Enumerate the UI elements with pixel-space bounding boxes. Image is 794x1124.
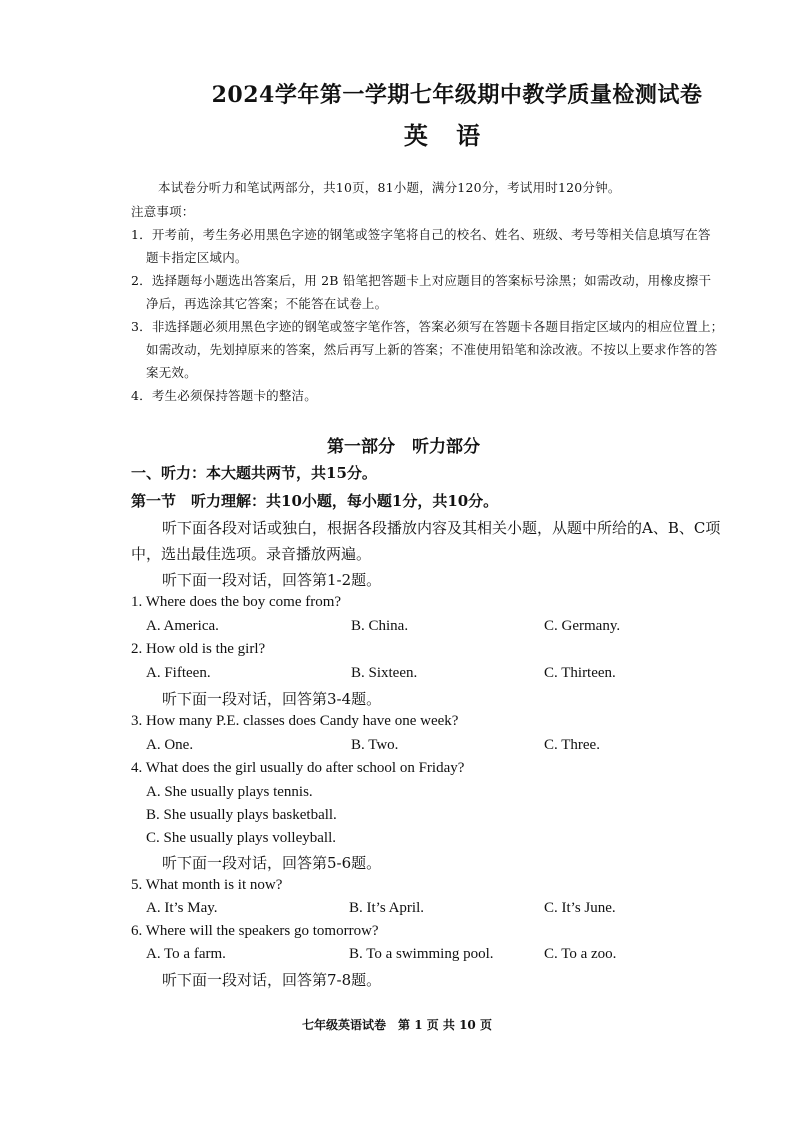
notice-item: 案无效。 xyxy=(146,365,197,380)
option-b: B. It’s April. xyxy=(349,900,425,916)
option-c: C. Germany. xyxy=(544,618,621,634)
instruction-line: 中，选出最佳选项。录音播放两遍。 xyxy=(131,545,372,563)
notice-item: 净后，再选涂其它答案；不能答在试卷上。 xyxy=(146,296,388,311)
page-footer: 七年级英语试卷 第 1 页 共 10 页 xyxy=(302,1018,492,1032)
notice-item: 3．非选择题必须用黑色字迹的钢笔或签字笔作答，答案必须写在答题卡各题目指定区域内的相应位置上； xyxy=(131,319,724,334)
option-c: C. It’s June. xyxy=(544,900,616,916)
listening-prompt: 听下面一段对话，回答第3-4题。 xyxy=(162,690,382,708)
option-c: C. To a zoo. xyxy=(544,946,617,962)
notice-item: 题卡指定区域内。 xyxy=(146,250,248,265)
option-a: A. It’s May. xyxy=(146,900,218,916)
option-a: A. To a farm. xyxy=(146,946,226,962)
subject-title: 英 语 xyxy=(403,121,491,150)
option-b: B. She usually plays basketball. xyxy=(146,807,337,823)
question-text: 2. How old is the girl? xyxy=(131,641,266,657)
part-title: 第一部分 听力部分 xyxy=(327,437,480,457)
listening-prompt: 听下面一段对话，回答第1-2题。 xyxy=(162,571,382,589)
intro-text: 本试卷分听力和笔试两部分，共10页，81小题，满分120分，考试用时120分钟。 xyxy=(158,180,621,195)
subsection-heading: 第一节 听力理解：共10小题，每小题1分，共10分。 xyxy=(131,492,499,510)
question-text: 6. Where will the speakers go tomorrow? xyxy=(131,923,379,939)
option-a: A. Fifteen. xyxy=(146,665,211,681)
option-a: A. One. xyxy=(146,737,194,753)
option-a: A. America. xyxy=(146,618,219,634)
option-c: C. She usually plays volleyball. xyxy=(146,830,336,846)
option-b: B. Two. xyxy=(351,737,399,753)
section-heading: 一、听力：本大题共两节，共15分。 xyxy=(131,464,377,482)
notice-item: 4．考生必须保持答题卡的整洁。 xyxy=(131,388,317,403)
question-text: 3. How many P.E. classes does Candy have one week? xyxy=(131,713,459,729)
instruction-line: 听下面各段对话或独白，根据各段播放内容及其相关小题，从题中所给的A、B、C项 xyxy=(162,519,721,537)
option-c: C. Three. xyxy=(544,737,600,753)
notice-item: 2．选择题每小题选出答案后，用 2B 铅笔把答题卡上对应题目的答案标号涂黑；如需改动，用橡皮擦干 xyxy=(131,273,712,288)
option-a: A. She usually plays tennis. xyxy=(146,784,313,800)
option-c: C. Thirteen. xyxy=(544,665,616,681)
option-b: B. To a swimming pool. xyxy=(349,946,494,962)
notice-heading: 注意事项： xyxy=(131,204,195,219)
exam-title: 2024学年第一学期七年级期中教学质量检测试卷 xyxy=(211,82,703,108)
notice-item: 如需改动，先划掉原来的答案，然后再写上新的答案；不准使用铅笔和涂改液。不按以上要求作答的答 xyxy=(146,342,718,357)
option-b: B. Sixteen. xyxy=(351,665,418,681)
question-text: 4. What does the girl usually do after school on Friday? xyxy=(131,760,465,776)
notice-item: 1．开考前，考生务必用黑色字迹的钢笔或签字笔将自己的校名、姓名、班级、考号等相关信息填写在答 xyxy=(131,227,711,242)
option-b: B. China. xyxy=(351,618,409,634)
question-text: 5. What month is it now? xyxy=(131,877,283,893)
question-text: 1. Where does the boy come from? xyxy=(131,594,342,610)
listening-prompt: 听下面一段对话，回答第5-6题。 xyxy=(162,854,382,872)
listening-prompt: 听下面一段对话，回答第7-8题。 xyxy=(162,971,382,989)
